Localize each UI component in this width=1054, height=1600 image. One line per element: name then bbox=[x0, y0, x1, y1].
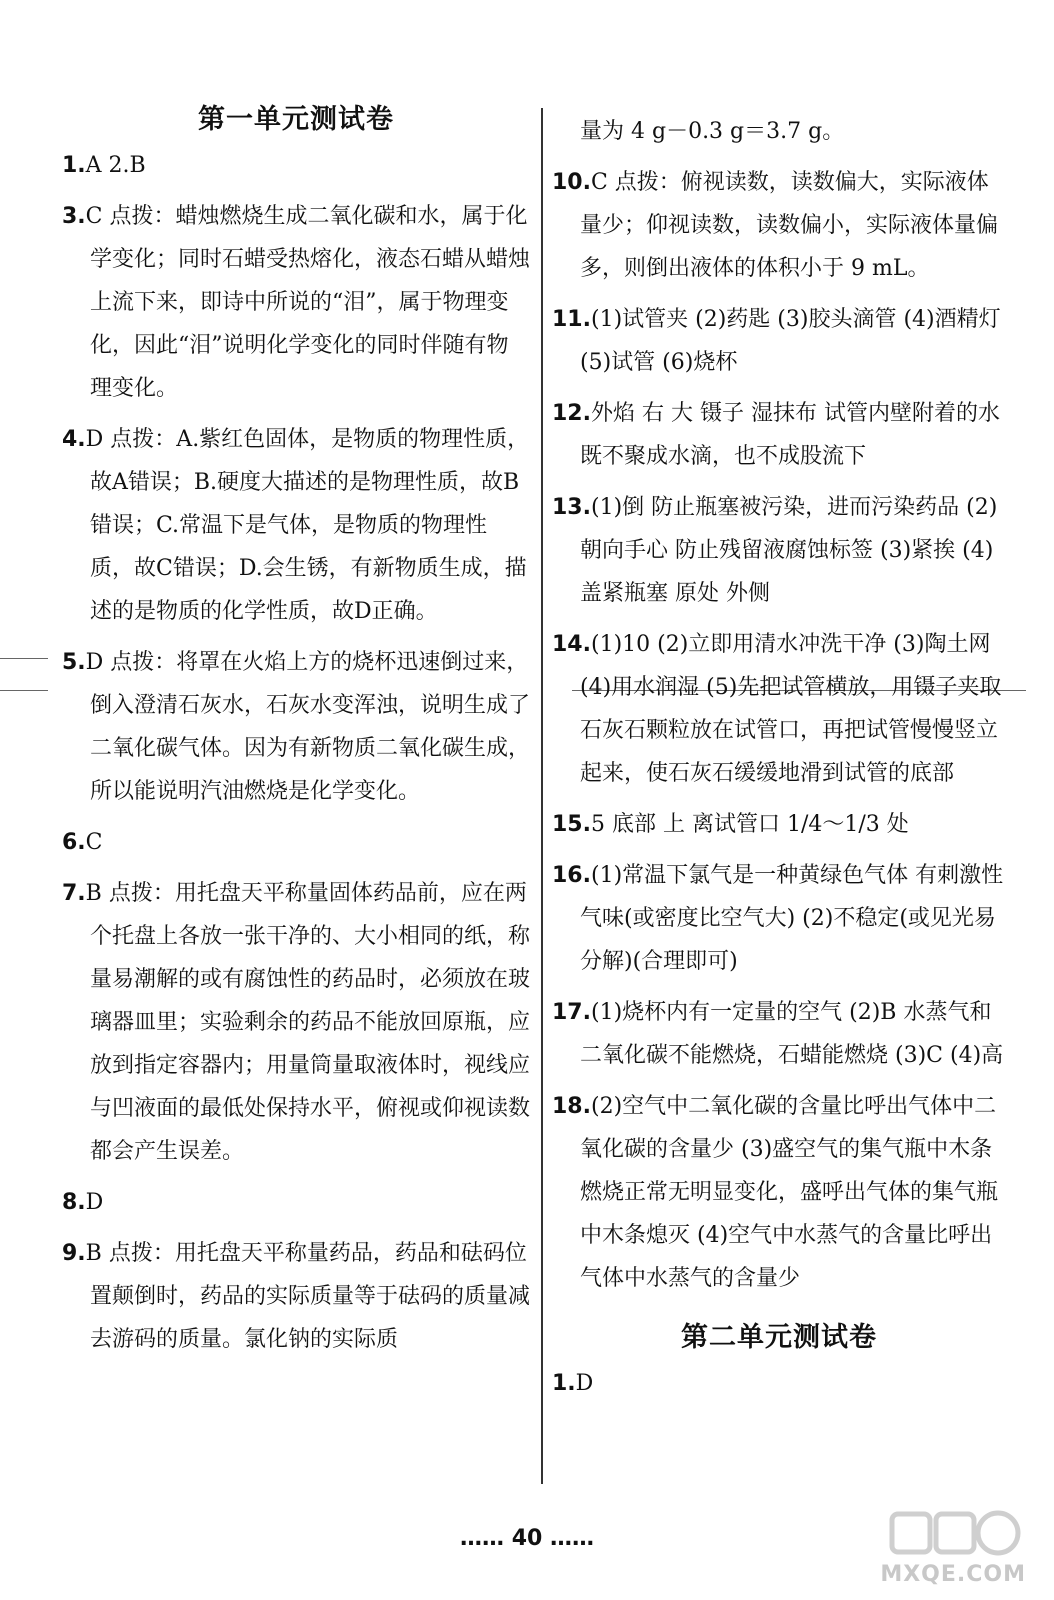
answer-item bbox=[552, 392, 1006, 478]
answer-text: (2)空气中二氧化碳的含量比呼出气体中二氧化碳的含量少 (3)盛空气的集气瓶中木条燃烧正常无明显变化，盛呼出气体的集气瓶中木条熄灭 (4)空气中水蒸气的含量比呼出气体中水蒸气的含量少 bbox=[580, 1094, 999, 1291]
answer-item bbox=[552, 991, 1006, 1077]
answer-text: (1)10 (2)立即用清水冲洗干净 (3)陶土网 (4)用水润湿 (5)先把试管横放，用镊子夹取石灰石颗粒放在试管口，再把试管慢慢竖立起来，使石灰石缓缓地滑到试管的底部 bbox=[580, 632, 1002, 786]
answer-number: 8. bbox=[62, 1190, 86, 1215]
answer-number: 10. bbox=[552, 170, 591, 195]
answer-number: 16. bbox=[552, 863, 591, 888]
answer-text: B 点拨：用托盘天平称量药品，药品和砝码位置颠倒时，药品的实际质量等于砝码的质量减去游码的质量。氯化钠的实际质 bbox=[85, 1241, 531, 1352]
right-column bbox=[552, 110, 1006, 1413]
answer-item bbox=[62, 418, 530, 633]
column-divider bbox=[541, 108, 543, 1484]
answer-item bbox=[552, 486, 1006, 615]
answer-item bbox=[62, 1232, 530, 1361]
answer-number: 3. bbox=[62, 204, 86, 229]
answer-text: B 点拨：用托盘天平称量固体药品前，应在两个托盘上各放一张干净的、大小相同的纸，称量易潮解的或有腐蚀性的药品时，必须放在玻璃器皿里；实验剩余的药品不能放回原瓶，应放到指定容器内；用量筒量取液体时，视线应与凹液面的最低处保持水平，俯视或仰视读数都会产生误差。 bbox=[85, 881, 531, 1164]
unit1-heading: 第一单元测试卷 bbox=[198, 104, 394, 135]
answer-text: C 点拨：蜡烛燃烧生成二氧化碳和水，属于化学变化；同时石蜡受热熔化，液态石蜡从蜡烛上流下来，即诗中所说的“泪”，属于物理变化，因此“泪”说明化学变化的同时伴随有物理变化。 bbox=[85, 204, 531, 401]
answer-number: 13. bbox=[552, 495, 591, 520]
answer-number: 5. bbox=[62, 650, 86, 675]
answer-text: D 点拨：A.紫红色固体，是物质的物理性质，故A错误；B.硬度大描述的是物理性质，故B错误；C.常温下是气体，是物质的物理性质，故C错误；D.会生锈，有新物质生成，描述的是物质的化学性质，故D正确。 bbox=[85, 427, 530, 624]
answer-item bbox=[552, 1362, 1006, 1405]
answer-number: 18. bbox=[552, 1094, 591, 1119]
answer-text: (1)常温下氯气是一种黄绿色气体 有刺激性气味(或密度比空气大) (2)不稳定(或见光易分解)(合理即可) bbox=[580, 863, 1004, 974]
margin-rule bbox=[0, 690, 48, 691]
answer-item bbox=[62, 144, 530, 187]
unit2-heading: 第二单元测试卷 bbox=[681, 1322, 877, 1353]
margin-rule bbox=[0, 658, 48, 659]
answer-continuation: 量为 4 g－0.3 g＝3.7 g。 bbox=[580, 119, 845, 144]
answer-number: 4. bbox=[62, 427, 86, 452]
answer-text: C 点拨：俯视读数，读数偏大，实际液体量少；仰视读数，读数偏小，实际液体量偏多，则倒出液体的体积小于 9 mL。 bbox=[580, 170, 999, 281]
answer-number: 7. bbox=[62, 881, 86, 906]
answer-number: 1. bbox=[552, 1371, 576, 1396]
answer-text: (1)烧杯内有一定量的空气 (2)B 水蒸气和二氧化碳不能燃烧，石蜡能燃烧 (3)C (4)高 bbox=[580, 1000, 1004, 1068]
answer-list bbox=[62, 144, 530, 1361]
answer-item bbox=[62, 195, 530, 410]
answer-item bbox=[62, 872, 530, 1173]
answer-number: 14. bbox=[552, 632, 591, 657]
answer-number: 6. bbox=[62, 830, 86, 855]
answer-number: 11. bbox=[552, 307, 591, 332]
answer-number: 15. bbox=[552, 812, 591, 837]
answer-item bbox=[552, 298, 1006, 384]
answer-item bbox=[552, 803, 1006, 846]
answer-item bbox=[552, 623, 1006, 795]
answer-number: 12. bbox=[552, 401, 591, 426]
answer-item bbox=[552, 161, 1006, 290]
watermark-url: MXQE.COM bbox=[880, 1562, 1026, 1587]
answer-text: D bbox=[85, 1190, 104, 1215]
page-number: …… 40 …… bbox=[460, 1526, 594, 1551]
answer-number: 1. bbox=[62, 153, 86, 178]
answer-number: 9. bbox=[62, 1241, 86, 1266]
answer-text: A 2.B bbox=[85, 153, 146, 178]
answer-list bbox=[552, 1362, 1006, 1405]
answer-item bbox=[62, 641, 530, 813]
answer-text: D bbox=[575, 1371, 594, 1396]
answer-text: 5 底部 上 离试管口 1/4～1/3 处 bbox=[590, 812, 909, 837]
answer-text: 外焰 右 大 镊子 湿抹布 试管内壁附着的水既不聚成水滴，也不成股流下 bbox=[580, 401, 1000, 469]
answer-number: 17. bbox=[552, 1000, 591, 1025]
answer-item bbox=[62, 821, 530, 864]
answer-text: D 点拨：将罩在火焰上方的烧杯迅速倒过来，倒入澄清石灰水，石灰水变浑浊，说明生成了二氧化碳气体。因为有新物质二氧化碳生成，所以能说明汽油燃烧是化学变化。 bbox=[85, 650, 531, 804]
answer-item bbox=[552, 1085, 1006, 1300]
answer-text: C bbox=[85, 830, 103, 855]
answer-item bbox=[62, 1181, 530, 1224]
answer-item bbox=[552, 854, 1006, 983]
answer-text: (1)试管夹 (2)药匙 (3)胶头滴管 (4)酒精灯 (5)试管 (6)烧杯 bbox=[580, 307, 1001, 375]
answer-list bbox=[552, 161, 1006, 1300]
answer-text: (1)倒 防止瓶塞被污染，进而污染药品 (2)朝向手心 防止残留液腐蚀标签 (3)紧挨 (4)盖紧瓶塞 原处 外侧 bbox=[580, 495, 998, 606]
left-column bbox=[62, 96, 530, 1369]
